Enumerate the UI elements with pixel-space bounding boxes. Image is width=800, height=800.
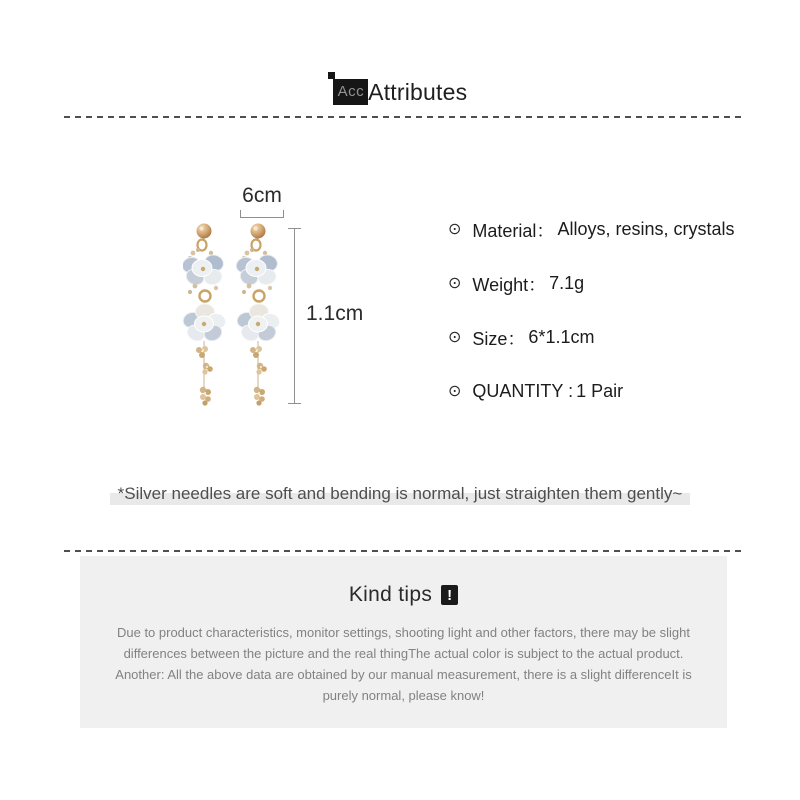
kind-tips-header [80, 583, 727, 607]
attribute-label: QUANTITY : [472, 381, 574, 401]
bullet-icon: ⊙ [448, 328, 462, 346]
tips-line: Due to product characteristics, monitor settings, shooting light and other factors, there may be slight [116, 625, 690, 640]
width-dimension-label: 6cm [242, 184, 282, 207]
attribute-label: Size： [472, 328, 526, 349]
square-dot-decoration [328, 72, 335, 79]
attributes-list [448, 218, 734, 434]
bullet-icon: ⊙ [448, 382, 462, 400]
tips-line: purely normal, please know! [322, 688, 485, 703]
kind-tips-panel [80, 556, 727, 728]
kind-tips-body [80, 622, 727, 706]
tips-line: Another: All the above data are obtained by our manual measurement, there is a slight differenceIt is [115, 667, 692, 682]
exclamation-icon: ! [441, 585, 458, 605]
attribute-label: Weight： [472, 274, 547, 295]
earrings-product-image [183, 220, 295, 412]
care-note-text: *Silver needles are soft and bending is normal, just straighten them gently~ [110, 484, 691, 505]
care-note [0, 484, 800, 504]
dashed-divider-top [64, 116, 744, 118]
attribute-value: 7.1g [549, 273, 585, 293]
attribute-row-size [448, 326, 734, 349]
attribute-value: 6*1.1cm [528, 327, 595, 347]
attribute-label: Material： [472, 220, 555, 241]
width-measure-line [240, 210, 284, 218]
attribute-row-weight [448, 272, 734, 295]
height-dimension-label: 1.1cm [306, 302, 364, 325]
section-header [0, 79, 800, 105]
bullet-icon: ⊙ [448, 220, 462, 238]
page-title: Attributes [368, 79, 468, 105]
brand-badge [333, 79, 369, 105]
attribute-row-quantity [448, 380, 734, 403]
kind-tips-title: Kind tips [348, 583, 433, 606]
attribute-value: Alloys, resins, crystals [557, 219, 735, 239]
brand-badge-label: Acc [333, 79, 369, 105]
attribute-value: 1 Pair [576, 381, 624, 401]
dashed-divider-middle [64, 550, 744, 552]
attribute-row-material [448, 218, 734, 241]
tips-line: differences between the picture and the real thingThe actual color is subject to the actual product. [123, 646, 684, 661]
bullet-icon: ⊙ [448, 274, 462, 292]
